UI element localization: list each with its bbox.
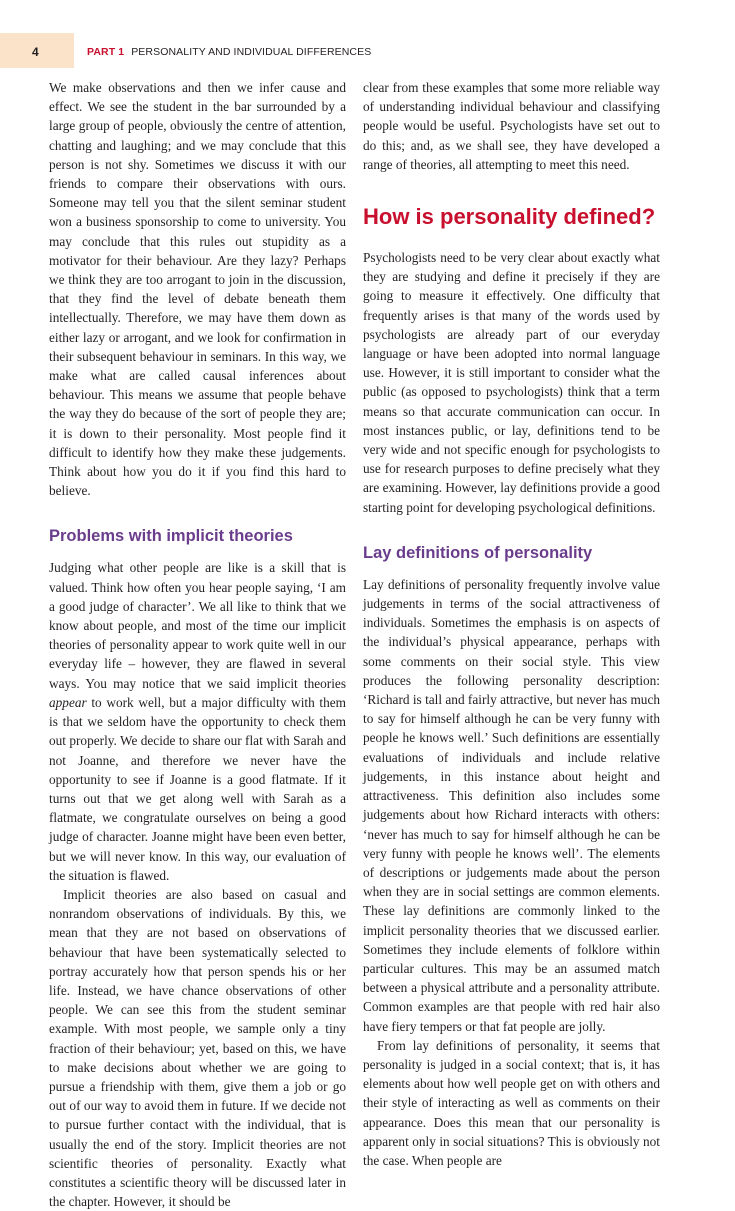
part-label: PART 1 xyxy=(87,46,125,58)
paragraph: clear from these examples that some more reliable way of understanding individual behaviour and classifying people would be useful. Psychologists have set out to do this; and, as we shall see, they have developed a range of theories, all attempting to meet this need. xyxy=(363,80,660,172)
section-label: PERSONALITY AND INDIVIDUAL DIFFERENCES xyxy=(131,46,372,58)
section-heading-implicit: Problems with implicit theories xyxy=(49,527,293,546)
section-heading-lay: Lay definitions of personality xyxy=(363,543,593,562)
right-column xyxy=(363,78,660,1170)
paragraph xyxy=(49,558,346,884)
paragraph: We make observations and then we infer cause and effect. We see the student in the bar surrounded by a large group of people, obviously the centre of attention, chatting and laughing; and we may conclude that this person is not shy. Sometimes we discuss it with our friends to compare their observations with ours. Someone may tell you that the silent seminar student won a business sponsorship to come to university. You may conclude that this rules out stupidity as a motivator for their behaviour. Are they lazy? Perhaps we think they are too arrogant to join in the discussion, that they find the level of debate beneath them intellectually. Therefore, we may have them down as either lazy or arrogant, and we look for confirmation in their subsequent behaviour in seminars. In this way, we make what are called causal inferences about behaviour. This means we assume that people behave the way they do because of the sort of people they are; it is down to their personality. Most people find it difficult to identify how they make these judgements. Think about how you do it if you find this hard to believe. xyxy=(49,80,346,499)
main-heading: How is personality defined? xyxy=(363,204,656,230)
paragraph: Psychologists need to be very clear about exactly what they are studying and define it precisely if they are going to measure it effectively. One difficulty that frequently arises is that many of the words used by psychologists are already part of our everyday language or have been adopted into normal language use. However, it is still important to consider what the public (as opposed to psychologists) think that a term means so that accurate communication can occur. In most instances public, or lay, definitions tend to be very wide and not specific enough for psychologists to use for research purposes to define precisely what they are examining. However, lay definitions provide a good starting point for developing psychological definitions. xyxy=(363,250,660,515)
page-number: 4 xyxy=(32,45,39,59)
paragraph: Implicit theories are also based on casual and nonrandom observations of individuals. By this, we mean that they are not based on observations of behaviour that have been systematically selected to portray accurately how that person spends his or her life. Instead, we have chance observations of other people. We can see this from the student seminar example. With most people, we sample only a tiny fraction of their behaviour; yet, based on this, we have to make decisions about whether we are going to pursue a friendship with them, give them a job or go out of our way to avoid them in future. If we decide not to pursue further contact with the individual, that is usually the end of the story. Implicit theories are not scientific theories of personality. Exactly what constitutes a scientific theory will be discussed later in the chapter. However, it should be xyxy=(49,886,346,1210)
paragraph: From lay definitions of personality, it seems that personality is judged in a social context; that is, it has elements about how well people get on with others and their style of interacting as well as comments on their appearance. Does this mean that our personality is apparent only in social situations? This is obviously not the case. When people are xyxy=(363,1037,660,1168)
running-head xyxy=(87,46,371,58)
paragraph-text: Judging what other people are like is a skill that is valued. Think how often you hear people saying, ‘I am a good judge of character’. We all like to think that we know about people, and most of the time our implicit theories of personality appear to work quite well in our everyday life – however, they are flawed in several ways. You may notice that we said implicit theories xyxy=(49,560,346,691)
paragraph: Lay definitions of personality frequently involve value judgements in terms of the social attractiveness of individuals. Sometimes the emphasis is on aspects of the individual’s physical appearance, perhaps with some comments on their social style. This view produces the following personality description: ‘Richard is tall and fairly attractive, but never has much to say for himself although he can be very funny with people he knows well.’ Such definitions are essentially evaluations of individuals and include relative judgements, in this instance about height and attractiveness. This definition also includes some judgements about how Richard interacts with others: ‘never has much to say for himself although he can be very funny with people he knows well’. The elements of descriptions or judgements made about the person when they are in social settings are common elements. These lay definitions are commonly linked to the implicit personality theories that we discussed earlier. Sometimes they include elements of folklore within particular cultures. This may be an assumed match between a physical attribute and a personality attribute. Common examples are that people with red hair also have fiery tempers or that fat people are jolly. xyxy=(363,576,660,1034)
left-column xyxy=(49,78,346,1211)
paragraph-text: to work well, but a major difficulty with them is that we seldom have the opportunity to check them out properly. We decide to share our flat with Sarah and not Joanne, and therefore we never have the opportunity to see if Joanne is a good flatmate. If it turns out that we get along well with Sarah as a flatmate, we congratulate ourselves on being a good judge of character. Joanne might have been even better, but we will never know. In this way, our evaluation of the situation is flawed. xyxy=(49,694,346,883)
emphasis-text: appear xyxy=(49,694,87,710)
